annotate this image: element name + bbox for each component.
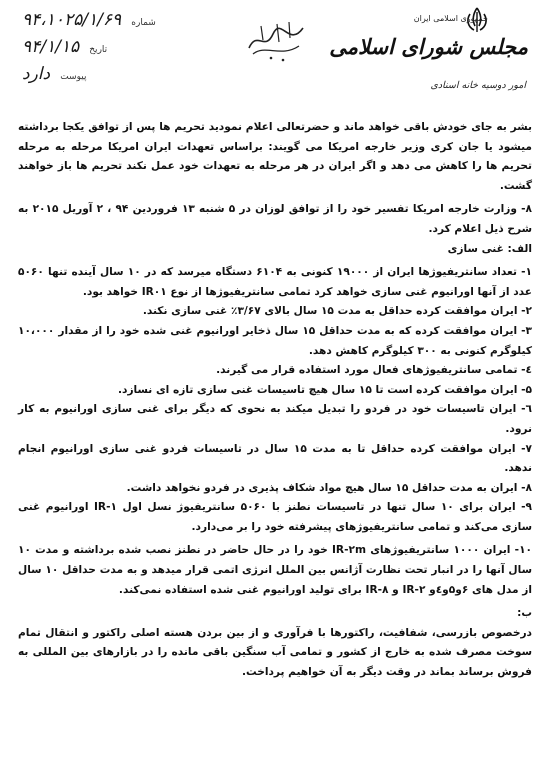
letter-number-value: ۹۴،۱۰۲۵/۱/۶۹ — [22, 10, 122, 30]
closing-rest: مصرف شده به خارج از کشور و تمامی آب سنگین باقی مانده را در بازارهای بین المللی به فروش برساند بماند در وقت دیگر به آن خواهیم پرداخت. — [18, 646, 532, 679]
org-name-logo: مجلس شورای اسلامی — [329, 34, 528, 59]
letter-date-value: ۹۴/۱/۱۵ — [22, 37, 80, 57]
list-item: ۳- ایران موافقت کرده که به مدت حداقل ۱۵ سال ذخایر اورانیوم غنی شده خود را از مقدار ۱۰،۰۰۰ کیلوگرم کنونی به ۳۰۰ کیلوگرم کاهش دهد. — [18, 324, 532, 357]
letter-number-label: شماره — [131, 18, 156, 28]
letter-number-field — [22, 10, 156, 30]
letter-attachment-label: پیوست — [60, 72, 87, 82]
section-a-heading: الف: غنی سازی — [447, 242, 532, 255]
closing-paragraph — [18, 624, 532, 683]
letter-attachment-value: دارد — [22, 64, 51, 84]
intro-paragraph: بشر به جای خودش باقی خواهد ماند و حضرتعالی اعلام نمودید تحریم ها پس از توافق یکجا برداشته میشود یا جان کری وزیر خارجه امریکا می گویند: براساس تعهدات ایران امریکا مرحله به مرحله تحریم ها را کاهش می دهد و اگر ایران در هر مرحله به تعهدات خود عمل نکند تحریم ها باز خواهند گشت. — [18, 121, 532, 192]
basmala-calligraphy-icon — [243, 18, 309, 64]
list-item: ٦- ایران تاسیسات خود در فردو را تبدیل میکند به نحوی که دیگر برای غنی سازی اورانیوم به کار نرود. — [18, 403, 532, 435]
letter-date-label: تاریخ — [89, 45, 108, 55]
closing-text: درخصوص بازرسی، شفافیت، راکتورها با فرآوری و از بین بردن هسته اصلی راکتور و — [77, 626, 532, 639]
list-item: ۱۰- ایران ۱۰۰۰ سانتریفیوژهای IR-۲m خود را در حال حاضر در نطنز نصب شده برداشته و مدت ۱۰ سال آنها را در انبار تحت نظارت آژانس بین الملل انرژی اتمی قرار میدهد و به مدت حداقل ۱۰ سال از مدل های ۶و۵و٤و IR-۲ و IR-۸ برای تولید اورانیوم غنی شده استفاده نمی‌کند. — [18, 544, 532, 596]
section-b-heading: ب: — [517, 607, 532, 620]
item-8-paragraph: ۸- وزارت خارجه امریکا تفسیر خود را از توافق لوزان در ۵ شنبه ۱۳ فروردین ۹۴ ، ۲ آوریل ۲۰۱۵ به شرح ذیل اعلام کرد. — [18, 203, 532, 235]
list-item: ۸- ایران به مدت حداقل ۱۵ سال هیچ مواد شکاف پذیری در فردو نخواهد داشت. — [126, 481, 532, 494]
list-item: ۵- ایران موافقت کرده است تا ۱۵ سال هیچ تاسیسات غنی سازی تازه ای نسازد. — [117, 383, 532, 396]
list-item: ۹- ایران برای ۱۰ سال تنها در تاسیسات نطنز با ۵۰۶۰ سانتریفیوژ نسل اول IR-۱ اورانیوم غنی سازی می‌کند و تمامی سانتریفیوژهای پیشرفته خود را بر می‌دارد. — [18, 501, 532, 533]
list-item: ٤- تمامی سانتریفیوژهای فعال مورد استفاده قرار می گیرند. — [216, 364, 532, 377]
closing-emphasis: انتقال تمام سوخت — [18, 626, 532, 659]
list-item: ۱- تعداد سانتریفیوژها ایران از ۱۹۰۰۰ کنونی به ۶۱۰۴ دستگاه میرسد که در ۱۰ سال آینده تنها ۵۰۶۰ عدد از آنها اورانیوم غنی سازی خواهد کرد تمامی سانتریفیوژها از نوع IR۰۱ خواهد بود. — [18, 266, 532, 298]
list-item: ۲- ایران موافقت کرده حداقل به مدت ۱۵ سال بالای ۳/۶۷٪ غنی سازی نکند. — [142, 305, 532, 318]
letter-attachment-field — [22, 64, 86, 84]
letter-date-field — [22, 37, 107, 57]
list-item: ۷- ایران موافقت کرده حداقل تا به مدت ۱۵ سال در تاسیسات فردو غنی سازی اورانیوم انجام ندهد. — [18, 442, 532, 475]
org-department-label: امور دوسیه خانه اسنادی — [430, 80, 526, 91]
org-country-label: جمهوری اسلامی ایران — [413, 14, 488, 23]
letter-body — [18, 118, 532, 683]
